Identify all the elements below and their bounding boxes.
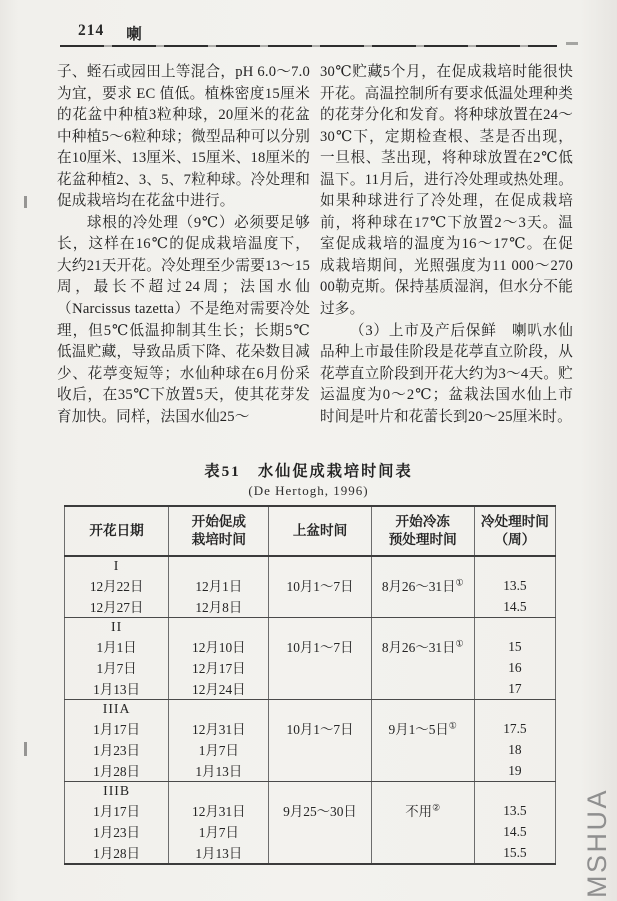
empty-cell bbox=[371, 556, 474, 575]
table-caption: 表51 水仙促成栽培时间表 bbox=[204, 463, 413, 480]
table-cell: 8月26～31日① bbox=[371, 575, 474, 596]
column-header: 开花日期 bbox=[65, 506, 169, 556]
group-label: II bbox=[65, 618, 169, 637]
empty-cell bbox=[474, 618, 555, 637]
header-rule bbox=[60, 45, 557, 47]
footnote-marker: ① bbox=[455, 577, 464, 588]
table-cell: 12月31日 bbox=[169, 800, 269, 821]
table-cell: 1月1日 bbox=[65, 636, 169, 657]
table-cell: 14.5 bbox=[474, 596, 555, 618]
empty-cell bbox=[371, 782, 474, 801]
table-cell: 9月25～30日 bbox=[269, 800, 371, 821]
table-cell: 17.5 bbox=[474, 718, 555, 739]
table-cell: 17 bbox=[474, 678, 555, 700]
table-cell bbox=[269, 678, 371, 700]
table-row bbox=[65, 760, 556, 782]
table-source: (De Hertogh, 1996) bbox=[248, 483, 369, 498]
empty-cell bbox=[474, 700, 555, 719]
footnote-marker: ② bbox=[432, 802, 441, 813]
table-cell bbox=[269, 596, 371, 618]
table-row bbox=[65, 678, 556, 700]
scan-speck bbox=[24, 742, 27, 756]
table-cell: 9月1～5日① bbox=[371, 718, 474, 739]
table-cell: 1月17日 bbox=[65, 800, 169, 821]
column-header: 冷处理时间 （周） bbox=[474, 506, 555, 556]
group-label-row bbox=[65, 782, 556, 801]
table-row bbox=[65, 739, 556, 760]
group-label: IIIB bbox=[65, 782, 169, 801]
column-header: 上盆时间 bbox=[269, 506, 371, 556]
table-cell: 1月7日 bbox=[65, 657, 169, 678]
table-row bbox=[65, 636, 556, 657]
paragraph: 子、蛭石或园田上等混合，pH 6.0～7.0为宜，要求 EC 值低。植株密度15厘米的花盆中种植3粒种球，20厘米的花盆中种植5～6粒种球；微型品种可以分别在10厘米、13厘米、15厘米、18厘米的花盆种植2、3、5、7粒种球。冷处理和促成栽培均在花盆中进行。 bbox=[57, 64, 310, 210]
table-cell: 不用② bbox=[371, 800, 474, 821]
table-row bbox=[65, 718, 556, 739]
table-cell: 1月7日 bbox=[169, 739, 269, 760]
footnote-marker: ① bbox=[455, 638, 464, 649]
empty-cell bbox=[169, 556, 269, 575]
table-cell bbox=[371, 657, 474, 678]
table-row bbox=[65, 596, 556, 618]
paragraph: （3）上市及产后保鲜 喇叭水仙品种上市最佳阶段是花葶直立阶段，从花葶直立阶段到开花大约为3～4天。贮运温度为0～2℃；盆栽法国水仙上市时间是叶片和花蕾长到20～25厘米时。 bbox=[320, 322, 573, 425]
group-label-row bbox=[65, 700, 556, 719]
table-cell: 10月1～7日 bbox=[269, 636, 371, 657]
page-number: 214 bbox=[78, 22, 105, 39]
watermark-text: MSHUA bbox=[582, 787, 612, 898]
scan-speck bbox=[24, 196, 27, 208]
table-cell: 1月28日 bbox=[65, 842, 169, 864]
table-cell: 18 bbox=[474, 739, 555, 760]
table-header-row bbox=[65, 506, 556, 556]
right-column bbox=[320, 62, 573, 428]
table-cell bbox=[269, 739, 371, 760]
table-cell bbox=[371, 678, 474, 700]
column-header: 开始促成 栽培时间 bbox=[169, 506, 269, 556]
table-cell: 13.5 bbox=[474, 575, 555, 596]
table-cell bbox=[269, 821, 371, 842]
table-cell: 1月23日 bbox=[65, 821, 169, 842]
table-cell: 10月1～7日 bbox=[269, 718, 371, 739]
footnote-marker: ① bbox=[448, 720, 457, 731]
table-cell: 12月17日 bbox=[169, 657, 269, 678]
group-label: I bbox=[65, 556, 169, 575]
group-label: IIIA bbox=[65, 700, 169, 719]
table-cell: 13.5 bbox=[474, 800, 555, 821]
table-cell: 1月13日 bbox=[169, 842, 269, 864]
table-row bbox=[65, 657, 556, 678]
table-cell bbox=[371, 596, 474, 618]
table-cell: 1月13日 bbox=[65, 678, 169, 700]
table-cell bbox=[371, 842, 474, 864]
table-cell bbox=[371, 760, 474, 782]
empty-cell bbox=[269, 782, 371, 801]
empty-cell bbox=[269, 556, 371, 575]
empty-cell bbox=[169, 618, 269, 637]
table-cell: 12月8日 bbox=[169, 596, 269, 618]
paragraph: 30℃贮藏5个月，在促成栽培时能很快开花。高温控制所有要求低温处理种类的花芽分化和发育。将种球放置在24～30℃下，定期检查根、茎是否出现，一旦根、茎出现，将种球放置在2℃低温下。11月后，进行冷处理或热处理。如果种球进行了冷处理，在促成栽培前，将种球在17℃下放置2～3天。温室促成栽培的温度为16～17℃。在促成栽培期间，光照强度为11 000～270 00勒克斯。保持基质湿润，但水分不能过多。 bbox=[320, 64, 573, 318]
empty-cell bbox=[169, 782, 269, 801]
table-cell: 1月7日 bbox=[169, 821, 269, 842]
table-row bbox=[65, 821, 556, 842]
table-cell: 12月1日 bbox=[169, 575, 269, 596]
column-header: 开始冷冻 预处理时间 bbox=[371, 506, 474, 556]
table-cell: 12月24日 bbox=[169, 678, 269, 700]
table-cell: 1月23日 bbox=[65, 739, 169, 760]
table-cell: 19 bbox=[474, 760, 555, 782]
table-cell: 1月13日 bbox=[169, 760, 269, 782]
running-title: 喇 bbox=[126, 26, 143, 43]
table-cell: 14.5 bbox=[474, 821, 555, 842]
table-row bbox=[65, 800, 556, 821]
table-row bbox=[65, 575, 556, 596]
page-header bbox=[78, 22, 143, 44]
table-row bbox=[65, 842, 556, 864]
table-cell: 1月28日 bbox=[65, 760, 169, 782]
forcing-schedule-table bbox=[64, 505, 556, 865]
table-cell: 15.5 bbox=[474, 842, 555, 864]
empty-cell bbox=[269, 700, 371, 719]
table-cell bbox=[269, 657, 371, 678]
table-cell: 8月26～31日① bbox=[371, 636, 474, 657]
empty-cell bbox=[371, 618, 474, 637]
empty-cell bbox=[269, 618, 371, 637]
table-cell: 12月10日 bbox=[169, 636, 269, 657]
table-cell: 1月17日 bbox=[65, 718, 169, 739]
table-cell: 10月1～7日 bbox=[269, 575, 371, 596]
table-cell: 12月27日 bbox=[65, 596, 169, 618]
table-cell bbox=[269, 842, 371, 864]
empty-cell bbox=[371, 700, 474, 719]
group-label-row bbox=[65, 556, 556, 575]
paragraph: 球根的冷处理（9℃）必须要足够长，这样在16℃的促成栽培温度下，大约21天开花。冷处理至少需要13～15周，最长不超过24周；法国水仙（Narcissus tazetta）不是绝对需要冷处理，但5℃低温抑制其生长；长期5℃低温贮藏，导致品质下降、花朵数目减少、花葶变短等；水仙种球在6月份采收后，在35℃下放置5天，使其花芽发育加快。同样，法国水仙25～ bbox=[57, 214, 310, 425]
scan-speck bbox=[566, 42, 578, 45]
left-column bbox=[57, 62, 310, 428]
group-label-row bbox=[65, 618, 556, 637]
table-cell: 15 bbox=[474, 636, 555, 657]
table-cell: 12月31日 bbox=[169, 718, 269, 739]
empty-cell bbox=[169, 700, 269, 719]
table-cell: 16 bbox=[474, 657, 555, 678]
table-cell bbox=[371, 821, 474, 842]
table-cell bbox=[269, 760, 371, 782]
empty-cell bbox=[474, 782, 555, 801]
table-cell: 12月22日 bbox=[65, 575, 169, 596]
empty-cell bbox=[474, 556, 555, 575]
table-cell bbox=[371, 739, 474, 760]
